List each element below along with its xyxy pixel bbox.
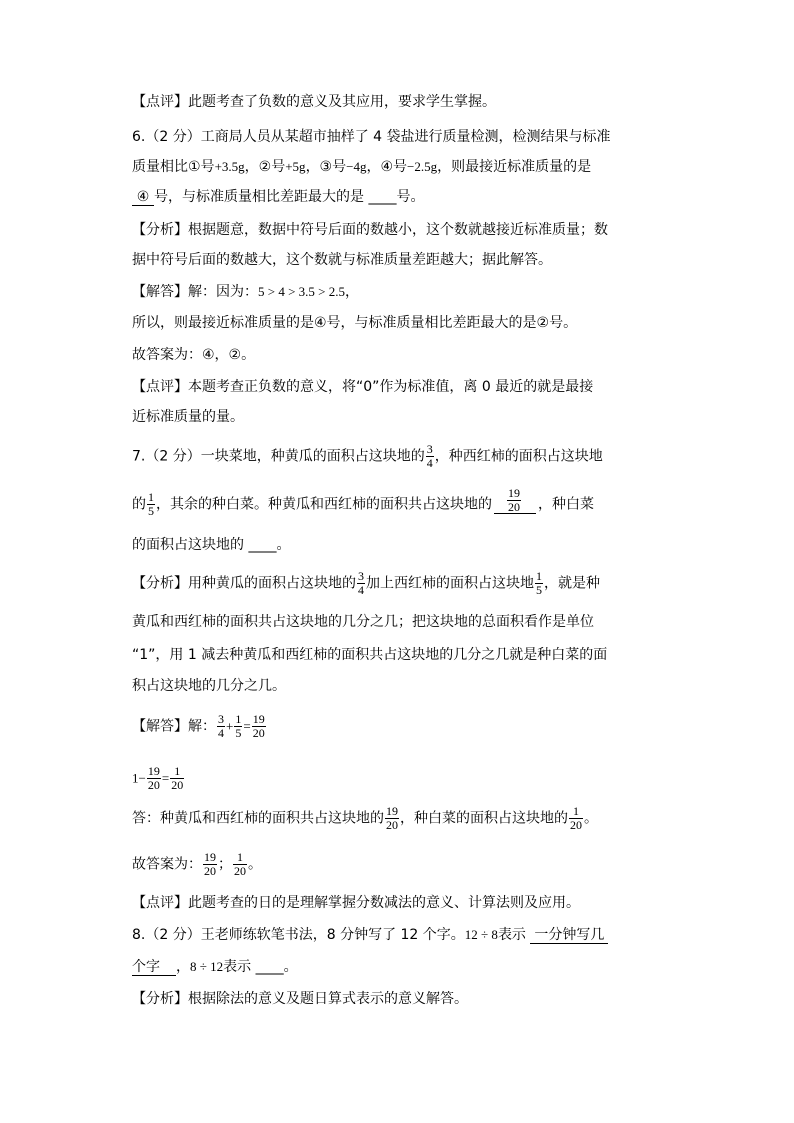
equals-sign: = (161, 770, 170, 786)
q8-analysis-text: 【分析】根据除法的意义及题日算式表示的意义解答。 (132, 991, 468, 1007)
q7-text: 7.（2 分）一块菜地，种黄瓜的面积占这块地的 (132, 448, 425, 465)
fraction-1-20 (170, 765, 184, 792)
q7-final-answer-line (132, 851, 262, 878)
minus-sign: − (138, 770, 146, 786)
denominator: 20 (570, 818, 582, 832)
review-line (132, 92, 496, 112)
q6-text: ，则最接近标准质量的是 (437, 159, 592, 175)
fraction-19-20 (507, 487, 521, 514)
denominator: 5 (536, 583, 542, 597)
q7-analysis-line1 (132, 570, 600, 597)
q7-stem-line1 (132, 443, 603, 470)
q8-text: 8.（2 分）王老师练软笔书法，8 分钟写了 12 个字。 (132, 927, 465, 943)
q7-analysis-text: 加上西红柿的面积占这块地 (366, 575, 534, 592)
q8-text: ， (176, 959, 190, 975)
fraction-1-20 (569, 805, 583, 832)
numerator: 19 (386, 804, 398, 818)
fraction-3-4 (357, 570, 365, 597)
q6-text: 号。 (396, 189, 425, 205)
q6-answer-blank-1: ④ (132, 189, 154, 206)
q7-analysis-text: 积占这块地的几分之几。 (132, 678, 286, 694)
q8-stem-line2 (132, 957, 298, 977)
q6-value-3: −4g (346, 159, 367, 174)
numerator: 19 (147, 764, 160, 778)
denominator: 20 (171, 778, 184, 792)
q6-value-1: +3.5g (214, 159, 245, 174)
q6-solution-line1 (132, 282, 359, 302)
fraction-1-5 (535, 570, 543, 597)
q6-answer-text: 故答案为：④，②。 (132, 347, 256, 363)
numerator: 3 (358, 569, 364, 583)
q7-solution-line2 (132, 765, 185, 792)
numerator: 1 (233, 851, 247, 865)
q6-solution-line2 (132, 313, 577, 333)
q6-review-text: 近标准质量的量。 (132, 409, 244, 425)
q7-analysis-text: ，就是种 (544, 575, 600, 592)
fraction-19-20 (385, 805, 399, 832)
denominator: 5 (235, 726, 242, 740)
q7-text: ，种白菜 (538, 496, 594, 513)
one: 1 (132, 770, 139, 786)
q7-analysis-text: “1”，用 1 减去种黄瓜和西红柿的面积共占这块地的几分之几就是种白菜的面 (132, 647, 608, 663)
q7-answer-line (132, 805, 598, 832)
q8-answer-blank-1-cont: 个字 (132, 959, 176, 976)
separator: ； (218, 856, 232, 873)
q6-stem-line2 (132, 157, 591, 177)
q7-stem-line2 (132, 486, 594, 518)
numerator: 3 (426, 442, 433, 456)
q7-review-line (132, 893, 580, 913)
q7-analysis-line3 (132, 645, 607, 665)
q6-analysis-text: 【分析】根据题意，数据中符号后面的数越小，这个数就越接近标准质量；数 (132, 222, 608, 238)
denominator: 20 (147, 778, 160, 792)
fraction-19-20 (147, 765, 161, 792)
numerator: 1 (569, 805, 583, 819)
fraction-1-20 (233, 851, 247, 878)
q6-value-4: −2.5g (407, 159, 438, 174)
numerator: 19 (204, 850, 216, 864)
fraction-1-5 (234, 713, 242, 740)
q6-solution-label: 【解答】解：因为： (132, 284, 258, 300)
q8-text: 表示 (497, 927, 526, 943)
q7-analysis-text: 【分析】用种黄瓜的面积占这块地的 (132, 575, 356, 592)
q7-text: ，种西红柿的面积占这块地 (434, 448, 603, 465)
q6-text: ， (345, 284, 359, 300)
q6-analysis-text: 据中符号后面的数越大，这个数就与标准质量差距越大；据此解答。 (132, 252, 552, 268)
q6-value-2: +5g (285, 159, 306, 174)
denominator: 4 (426, 456, 433, 470)
q6-text: 号，与标准质量相比差距最大的是 (154, 189, 364, 205)
equals-sign: = (243, 718, 251, 734)
q6-stem-line3 (132, 187, 424, 207)
q7-analysis-line2 (132, 612, 594, 632)
q6-analysis-line1 (132, 220, 608, 240)
q7-answer-text: ，种白菜的面积占这块地的 (400, 810, 568, 827)
denominator: 20 (234, 864, 246, 878)
numerator: 1 (148, 490, 154, 504)
q7-answer-text: 。 (584, 810, 598, 827)
numerator: 19 (252, 712, 265, 726)
fraction-19-20 (203, 851, 217, 878)
denominator: 20 (386, 818, 398, 832)
denominator: 5 (148, 504, 154, 518)
numerator: 1 (170, 765, 184, 779)
q6-stem-line1 (132, 127, 611, 147)
plus-sign: + (226, 718, 234, 734)
numerator: 1 (235, 712, 242, 726)
numerator: 1 (536, 569, 542, 583)
numerator: 19 (508, 486, 520, 500)
q6-text: ，②号 (244, 159, 286, 175)
q6-text: ，③号 (305, 159, 347, 175)
q6-text: 质量相比①号 (132, 159, 215, 175)
q6-answer-line (132, 345, 255, 365)
q8-expression-2: 8 ÷ 12 (190, 959, 224, 974)
q6-review-line2 (132, 407, 244, 427)
numerator: 3 (218, 712, 224, 726)
fraction-3-4 (217, 713, 225, 740)
q7-solution-label: 【解答】解： (132, 718, 216, 735)
q7-answer-text: 答：种黄瓜和西红柿的面积共占这块地的 (132, 810, 384, 827)
q7-text: 的 (132, 496, 146, 513)
q6-analysis-line2 (132, 250, 552, 270)
q6-solution-text: 所以，则最接近标准质量的是④号，与标准质量相比差距最大的是②号。 (132, 315, 578, 331)
q7-text: ，其余的种白菜。种黄瓜和西红柿的面积共占这块地的 (156, 496, 492, 513)
q8-answer-blank-2: ____ (255, 959, 284, 975)
q7-answer-blank-2: ____ (248, 537, 277, 553)
q6-text: ，④号 (366, 159, 408, 175)
denominator: 20 (204, 864, 216, 878)
q7-stem-line3 (132, 535, 290, 555)
denominator: 4 (218, 726, 224, 740)
q8-text: 表示 (223, 959, 252, 975)
q7-analysis-line4 (132, 676, 286, 696)
q8-text: 。 (283, 959, 298, 975)
q6-stem-text: 6.（2 分）工商局人员从某超市抽样了 4 袋盐进行质量检测，检测结果与标准 (132, 129, 611, 145)
q6-answer-blank-2: ____ (368, 189, 397, 205)
q7-answer-blank-1 (494, 486, 536, 514)
fraction-3-4 (426, 443, 434, 470)
q7-analysis-text: 黄瓜和西红柿的面积共占这块地的几分之几；把这块地的总面积看作是单位 (132, 614, 594, 630)
q8-expression-1: 12 ÷ 8 (464, 927, 498, 942)
denominator: 20 (508, 500, 520, 514)
fraction-1-5 (147, 491, 155, 518)
denominator: 4 (358, 583, 364, 597)
q7-text: 。 (276, 537, 291, 553)
q8-answer-blank-1: 一分钟写几 (530, 927, 608, 944)
denominator: 20 (252, 726, 265, 740)
q7-text: 。 (248, 856, 262, 873)
review-text: 【点评】此题考查了负数的意义及其应用，要求学生掌握。 (132, 94, 496, 110)
q6-solution-expression: 5 > 4 > 3.5 > 2.5 (258, 284, 345, 299)
q7-review-text: 【点评】此题考查的日的是理解掌握分数减法的意义、计算法则及应用。 (132, 895, 580, 911)
q7-text: 的面积占这块地的 (132, 537, 244, 553)
q8-stem-line1 (132, 925, 608, 945)
fraction-19-20 (252, 713, 266, 740)
q7-solution-line1 (132, 713, 267, 740)
q7-final-answer-label: 故答案为： (132, 856, 202, 873)
q6-review-line1 (132, 377, 593, 397)
q6-review-text: 【点评】本题考查正负数的意义，将“0”作为标准值，离 0 最近的就是最接 (132, 379, 594, 395)
q8-analysis-line (132, 989, 468, 1009)
